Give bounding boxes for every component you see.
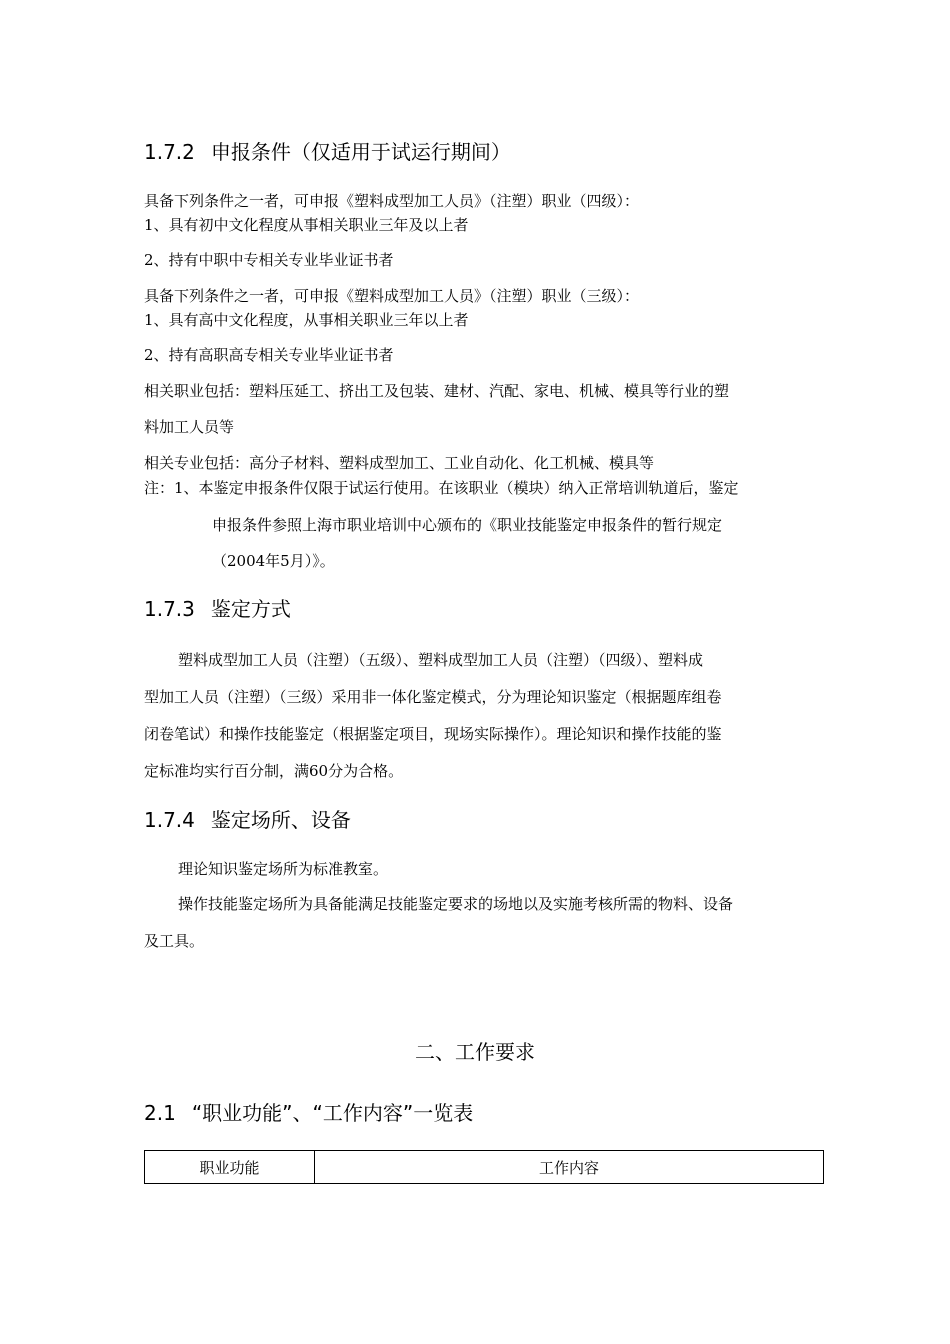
related-jobs-line-1: 相关职业包括：塑料压延工、挤出工及包装、建材、汽配、家电、机械、模具等行业的塑 xyxy=(144,382,730,400)
related-jobs-line-2: 料加工人员等 xyxy=(144,418,235,436)
function-content-table xyxy=(144,1150,824,1184)
part-heading: 二、工作要求 xyxy=(415,1040,535,1064)
note-line-1: 注：1、本鉴定申报条件仅限于试运行使用。在该职业（模块）纳入正常培训轨道后，鉴定 xyxy=(144,479,739,497)
section-heading-1-7-3 xyxy=(144,597,291,621)
note-line-3: （2004年5月）》。 xyxy=(212,552,335,570)
section-title: “职业功能”、“工作内容”一览表 xyxy=(191,1101,474,1125)
related-majors: 相关专业包括：高分子材料、塑料成型加工、工业自动化、化工机械、模具等 xyxy=(144,454,655,472)
section-number: 1.7.4 xyxy=(144,808,195,832)
section-heading-1-7-2 xyxy=(144,140,511,164)
method-line-1: 塑料成型加工人员（注塑）（五级）、塑料成型加工人员（注塑）（四级）、塑料成 xyxy=(178,651,704,669)
level3-intro: 具备下列条件之一者，可申报《塑料成型加工人员》（注塑）职业（三级）： xyxy=(144,287,640,305)
section-heading-2-1 xyxy=(144,1101,473,1125)
section-number: 1.7.3 xyxy=(144,597,195,621)
method-line-4: 定标准均实行百分制，满60分为合格。 xyxy=(144,762,404,780)
venue-line-3: 及工具。 xyxy=(144,932,205,950)
section-number: 2.1 xyxy=(144,1101,176,1125)
section-heading-1-7-4 xyxy=(144,808,351,832)
method-line-2: 型加工人员（注塑）（三级）采用非一体化鉴定模式，分为理论知识鉴定（根据题库组卷 xyxy=(144,688,722,706)
table-header-cell: 工作内容 xyxy=(538,1158,599,1177)
method-line-3: 闭卷笔试）和操作技能鉴定（根据鉴定项目，现场实际操作）。理论知识和操作技能的鉴 xyxy=(144,725,722,743)
level4-item-1: 1、具有初中文化程度从事相关职业三年及以上者 xyxy=(144,216,469,234)
section-number: 1.7.2 xyxy=(144,140,195,164)
section-title: 鉴定方式 xyxy=(210,597,291,621)
level3-item-2: 2、持有高职高专相关专业毕业证书者 xyxy=(144,346,394,364)
note-line-2: 申报条件参照上海市职业培训中心颁布的《职业技能鉴定申报条件的暂行规定 xyxy=(212,516,723,534)
section-title: 鉴定场所、设备 xyxy=(210,808,351,832)
venue-line-1: 理论知识鉴定场所为标准教室。 xyxy=(178,860,389,878)
level4-item-2: 2、持有中职中专相关专业毕业证书者 xyxy=(144,251,394,269)
venue-line-2: 操作技能鉴定场所为具备能满足技能鉴定要求的场地以及实施考核所需的物料、设备 xyxy=(178,895,734,913)
section-title: 申报条件（仅适用于试运行期间） xyxy=(210,140,511,164)
level3-item-1: 1、具有高中文化程度，从事相关职业三年以上者 xyxy=(144,311,469,329)
table-header-cell: 职业功能 xyxy=(145,1151,315,1183)
level4-intro: 具备下列条件之一者，可申报《塑料成型加工人员》（注塑）职业（四级）： xyxy=(144,192,640,210)
